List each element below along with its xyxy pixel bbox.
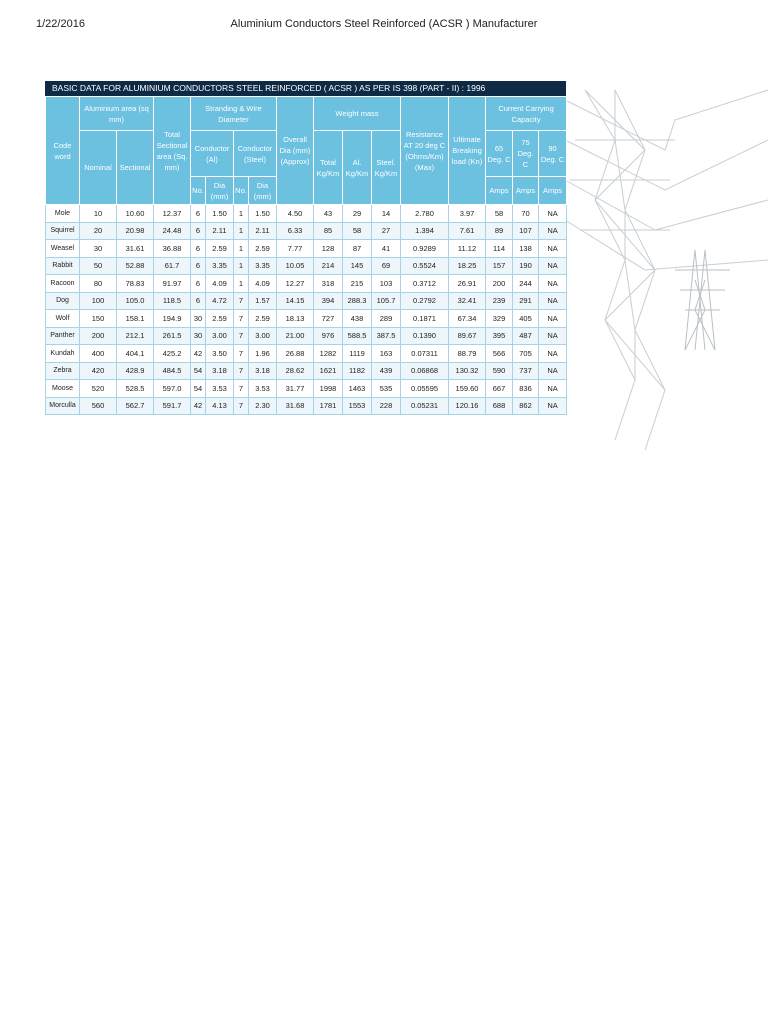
table-banner: BASIC DATA FOR ALUMINIUM CONDUCTORS STEEL REINFORCED ( ACSR ) AS PER IS 398 (PART - II) : 1996 — [45, 81, 566, 96]
table-row — [46, 222, 567, 240]
table-cell: 387.5 — [372, 327, 401, 345]
table-cell: NA — [539, 292, 567, 310]
table-cell: NA — [539, 310, 567, 328]
table-cell: 130.32 — [449, 362, 486, 380]
header-dia-steel: Dia (mm) — [249, 177, 277, 205]
table-row — [46, 205, 567, 223]
table-cell: 528.5 — [117, 380, 154, 398]
table-cell: 2.59 — [206, 310, 234, 328]
table-cell: 228 — [372, 397, 401, 415]
table-cell: 3.50 — [206, 345, 234, 363]
table-cell: 405 — [513, 310, 539, 328]
header-stranding: Stranding & Wire Diameter — [191, 97, 277, 131]
table-cell: 395 — [486, 327, 513, 345]
code-word-cell: Kundah — [46, 345, 80, 363]
table-cell: 3.18 — [206, 362, 234, 380]
table-cell: 6 — [191, 275, 206, 293]
table-row — [46, 240, 567, 258]
table-cell: 976 — [314, 327, 343, 345]
table-cell: NA — [539, 257, 567, 275]
table-cell: 3.53 — [249, 380, 277, 398]
header-dia-al: Dia (mm) — [206, 177, 234, 205]
table-row — [46, 362, 567, 380]
table-cell: 89.67 — [449, 327, 486, 345]
table-cell: 7 — [234, 345, 249, 363]
table-cell: 291 — [513, 292, 539, 310]
table-cell: 200 — [80, 327, 117, 345]
table-cell: 428.9 — [117, 362, 154, 380]
table-cell: 150 — [80, 310, 117, 328]
table-cell: 2.30 — [249, 397, 277, 415]
table-cell: 239 — [486, 292, 513, 310]
table-cell: 1.57 — [249, 292, 277, 310]
table-cell: 7 — [234, 362, 249, 380]
table-cell: 318 — [314, 275, 343, 293]
table-cell: 4.09 — [206, 275, 234, 293]
table-cell: 32.41 — [449, 292, 486, 310]
header-amps-90: Amps — [539, 177, 567, 205]
table-cell: 85 — [314, 222, 343, 240]
table-row — [46, 292, 567, 310]
table-cell: 54 — [191, 380, 206, 398]
table-cell: 7 — [234, 327, 249, 345]
table-cell: 157 — [486, 257, 513, 275]
header-amps-65: Amps — [486, 177, 513, 205]
table-cell: 1781 — [314, 397, 343, 415]
table-cell: 4.09 — [249, 275, 277, 293]
table-cell: 159.60 — [449, 380, 486, 398]
code-word-cell: Rabbit — [46, 257, 80, 275]
header-conductor-steel: Conductor (Steel) — [234, 131, 277, 177]
acsr-data-sheet — [45, 81, 566, 415]
table-cell: 4.72 — [206, 292, 234, 310]
header-aluminium-area: Aluminium area (sq mm) — [80, 97, 154, 131]
header-no-steel: No. — [234, 177, 249, 205]
table-cell: 1182 — [343, 362, 372, 380]
header-sectional: Sectional — [117, 131, 154, 205]
table-cell: 7.61 — [449, 222, 486, 240]
table-cell: 1.50 — [206, 205, 234, 223]
table-cell: 88.79 — [449, 345, 486, 363]
table-cell: 200 — [486, 275, 513, 293]
table-cell: 487 — [513, 327, 539, 345]
header-overall-dia: Overall Dia (mm) (Approx) — [277, 97, 314, 205]
table-cell: 591.7 — [154, 397, 191, 415]
code-word-cell: Dog — [46, 292, 80, 310]
table-cell: 6 — [191, 205, 206, 223]
table-cell: 18.25 — [449, 257, 486, 275]
table-cell: 2.780 — [401, 205, 449, 223]
table-cell: 3.35 — [249, 257, 277, 275]
page-date: 1/22/2016 — [36, 18, 85, 30]
table-cell: 50 — [80, 257, 117, 275]
table-cell: 214 — [314, 257, 343, 275]
table-cell: 105.7 — [372, 292, 401, 310]
table-cell: 566 — [486, 345, 513, 363]
table-cell: 3.53 — [206, 380, 234, 398]
table-cell: 31.77 — [277, 380, 314, 398]
table-cell: 2.59 — [249, 310, 277, 328]
table-cell: 41 — [372, 240, 401, 258]
table-cell: 43 — [314, 205, 343, 223]
table-cell: 18.13 — [277, 310, 314, 328]
header-conductor-al: Conductor (Al) — [191, 131, 234, 177]
table-cell: 30 — [191, 310, 206, 328]
table-cell: 1 — [234, 240, 249, 258]
table-cell: 1.394 — [401, 222, 449, 240]
table-cell: 289 — [372, 310, 401, 328]
table-cell: 0.07311 — [401, 345, 449, 363]
table-cell: 215 — [343, 275, 372, 293]
table-cell: 128 — [314, 240, 343, 258]
table-cell: 1 — [234, 205, 249, 223]
table-cell: 2.11 — [206, 222, 234, 240]
table-cell: 0.1390 — [401, 327, 449, 345]
table-cell: 404.1 — [117, 345, 154, 363]
transmission-tower-illustration — [555, 80, 768, 450]
table-cell: 329 — [486, 310, 513, 328]
table-cell: 10.60 — [117, 205, 154, 223]
code-word-cell: Morculla — [46, 397, 80, 415]
table-cell: 560 — [80, 397, 117, 415]
table-cell: 0.3712 — [401, 275, 449, 293]
table-cell: 3.00 — [249, 327, 277, 345]
table-cell: 0.9289 — [401, 240, 449, 258]
page-title: Aluminium Conductors Steel Reinforced (ACSR ) Manufacturer — [230, 18, 538, 30]
table-cell: 158.1 — [117, 310, 154, 328]
table-cell: 212.1 — [117, 327, 154, 345]
table-row — [46, 275, 567, 293]
table-cell: 261.5 — [154, 327, 191, 345]
table-cell: 7.77 — [277, 240, 314, 258]
header-amps-75: Amps — [513, 177, 539, 205]
table-cell: 29 — [343, 205, 372, 223]
table-row — [46, 310, 567, 328]
header-no-al: No. — [191, 177, 206, 205]
table-cell: 58 — [343, 222, 372, 240]
table-cell: 80 — [80, 275, 117, 293]
table-cell: NA — [539, 380, 567, 398]
table-cell: 42 — [191, 397, 206, 415]
table-cell: 26.88 — [277, 345, 314, 363]
table-cell: 30 — [191, 327, 206, 345]
table-row — [46, 327, 567, 345]
table-cell: 26.91 — [449, 275, 486, 293]
table-cell: 6.33 — [277, 222, 314, 240]
table-cell: 67.34 — [449, 310, 486, 328]
table-row — [46, 345, 567, 363]
table-cell: 36.88 — [154, 240, 191, 258]
table-cell: 4.50 — [277, 205, 314, 223]
table-cell: NA — [539, 222, 567, 240]
code-word-cell: Mole — [46, 205, 80, 223]
table-cell: 836 — [513, 380, 539, 398]
table-cell: 61.7 — [154, 257, 191, 275]
header-90-deg: 90 Deg. C — [539, 131, 567, 177]
table-cell: 120.16 — [449, 397, 486, 415]
table-cell: 52.88 — [117, 257, 154, 275]
table-cell: 21.00 — [277, 327, 314, 345]
table-body — [46, 205, 567, 415]
table-cell: 7 — [234, 397, 249, 415]
table-row — [46, 257, 567, 275]
table-cell: 597.0 — [154, 380, 191, 398]
table-cell: 688 — [486, 397, 513, 415]
code-word-cell: Wolf — [46, 310, 80, 328]
table-cell: 20 — [80, 222, 117, 240]
table-cell: 862 — [513, 397, 539, 415]
table-cell: 100 — [80, 292, 117, 310]
table-cell: 438 — [343, 310, 372, 328]
table-cell: 425.2 — [154, 345, 191, 363]
table-cell: 1.96 — [249, 345, 277, 363]
table-cell: 6 — [191, 257, 206, 275]
table-cell: 163 — [372, 345, 401, 363]
table-cell: 1 — [234, 257, 249, 275]
table-cell: 288.3 — [343, 292, 372, 310]
table-cell: 1 — [234, 275, 249, 293]
table-cell: 6 — [191, 240, 206, 258]
code-word-cell: Moose — [46, 380, 80, 398]
table-cell: 3.00 — [206, 327, 234, 345]
table-cell: NA — [539, 205, 567, 223]
table-cell: 0.05595 — [401, 380, 449, 398]
table-cell: 400 — [80, 345, 117, 363]
acsr-data-table — [45, 96, 567, 415]
table-cell: 145 — [343, 257, 372, 275]
table-cell: 0.2792 — [401, 292, 449, 310]
table-cell: 1119 — [343, 345, 372, 363]
table-cell: 737 — [513, 362, 539, 380]
code-word-cell: Weasel — [46, 240, 80, 258]
table-cell: 70 — [513, 205, 539, 223]
table-cell: 107 — [513, 222, 539, 240]
table-cell: 190 — [513, 257, 539, 275]
table-cell: 0.06868 — [401, 362, 449, 380]
table-cell: 78.83 — [117, 275, 154, 293]
table-cell: 6 — [191, 222, 206, 240]
table-cell: 1998 — [314, 380, 343, 398]
header-code-word: Code word — [46, 97, 80, 205]
table-cell: 105.0 — [117, 292, 154, 310]
table-cell: NA — [539, 240, 567, 258]
header-resistance: Resistance AT 20 deg C (Ohms/Km) (Max) — [401, 97, 449, 205]
table-cell: NA — [539, 345, 567, 363]
table-cell: 24.48 — [154, 222, 191, 240]
table-cell: 439 — [372, 362, 401, 380]
table-cell: 138 — [513, 240, 539, 258]
header-al-weight: Al. Kg/Km — [343, 131, 372, 205]
table-cell: 3.97 — [449, 205, 486, 223]
table-cell: 590 — [486, 362, 513, 380]
table-cell: 10.05 — [277, 257, 314, 275]
table-cell: 7 — [234, 292, 249, 310]
table-cell: 2.59 — [206, 240, 234, 258]
table-cell: 1282 — [314, 345, 343, 363]
table-cell: 7 — [234, 310, 249, 328]
table-cell: 562.7 — [117, 397, 154, 415]
code-word-cell: Racoon — [46, 275, 80, 293]
table-cell: 1.50 — [249, 205, 277, 223]
table-cell: 535 — [372, 380, 401, 398]
table-cell: 1463 — [343, 380, 372, 398]
header-current-capacity: Current Carrying Capacity — [486, 97, 567, 131]
table-cell: 0.5524 — [401, 257, 449, 275]
table-cell: 2.59 — [249, 240, 277, 258]
table-cell: 20.98 — [117, 222, 154, 240]
table-cell: NA — [539, 275, 567, 293]
table-cell: 0.05231 — [401, 397, 449, 415]
table-cell: 6 — [191, 292, 206, 310]
table-cell: 2.11 — [249, 222, 277, 240]
table-cell: 3.18 — [249, 362, 277, 380]
table-cell: 103 — [372, 275, 401, 293]
table-cell: 91.97 — [154, 275, 191, 293]
table-cell: 420 — [80, 362, 117, 380]
table-cell: 89 — [486, 222, 513, 240]
table-row — [46, 397, 567, 415]
table-cell: NA — [539, 397, 567, 415]
header-75-deg: 75 Deg. C — [513, 131, 539, 177]
table-cell: 14.15 — [277, 292, 314, 310]
header-total-sectional-area: Total Sectional area (Sq. mm) — [154, 97, 191, 205]
table-cell: 484.5 — [154, 362, 191, 380]
table-cell: 4.13 — [206, 397, 234, 415]
code-word-cell: Zebra — [46, 362, 80, 380]
table-cell: 28.62 — [277, 362, 314, 380]
table-cell: 667 — [486, 380, 513, 398]
header-steel-weight: Steel. Kg/Km — [372, 131, 401, 205]
table-cell: 42 — [191, 345, 206, 363]
table-cell: 11.12 — [449, 240, 486, 258]
header-weight-mass: Weight mass — [314, 97, 401, 131]
table-cell: 1553 — [343, 397, 372, 415]
table-row — [46, 380, 567, 398]
table-cell: 394 — [314, 292, 343, 310]
table-cell: 58 — [486, 205, 513, 223]
header-ultimate-breaking-load: Ultimate Breaking load (Kn) — [449, 97, 486, 205]
table-cell: 14 — [372, 205, 401, 223]
table-cell: 0.1871 — [401, 310, 449, 328]
table-cell: 31.61 — [117, 240, 154, 258]
table-cell: 588.5 — [343, 327, 372, 345]
table-cell: 727 — [314, 310, 343, 328]
header-total-weight: Total Kg/Km — [314, 131, 343, 205]
table-cell: 3.35 — [206, 257, 234, 275]
table-cell: 30 — [80, 240, 117, 258]
table-cell: 12.27 — [277, 275, 314, 293]
table-cell: NA — [539, 362, 567, 380]
table-cell: 520 — [80, 380, 117, 398]
header-nominal: Nominal — [80, 131, 117, 205]
table-cell: 12.37 — [154, 205, 191, 223]
table-cell: 31.68 — [277, 397, 314, 415]
header-65-deg: 65 Deg. C — [486, 131, 513, 177]
table-cell: 7 — [234, 380, 249, 398]
table-cell: NA — [539, 327, 567, 345]
table-cell: 27 — [372, 222, 401, 240]
table-cell: 114 — [486, 240, 513, 258]
table-cell: 1621 — [314, 362, 343, 380]
code-word-cell: Squirrel — [46, 222, 80, 240]
table-cell: 244 — [513, 275, 539, 293]
table-cell: 118.5 — [154, 292, 191, 310]
table-cell: 69 — [372, 257, 401, 275]
table-cell: 705 — [513, 345, 539, 363]
table-cell: 87 — [343, 240, 372, 258]
table-cell: 54 — [191, 362, 206, 380]
code-word-cell: Panther — [46, 327, 80, 345]
table-cell: 1 — [234, 222, 249, 240]
table-cell: 10 — [80, 205, 117, 223]
table-cell: 194.9 — [154, 310, 191, 328]
